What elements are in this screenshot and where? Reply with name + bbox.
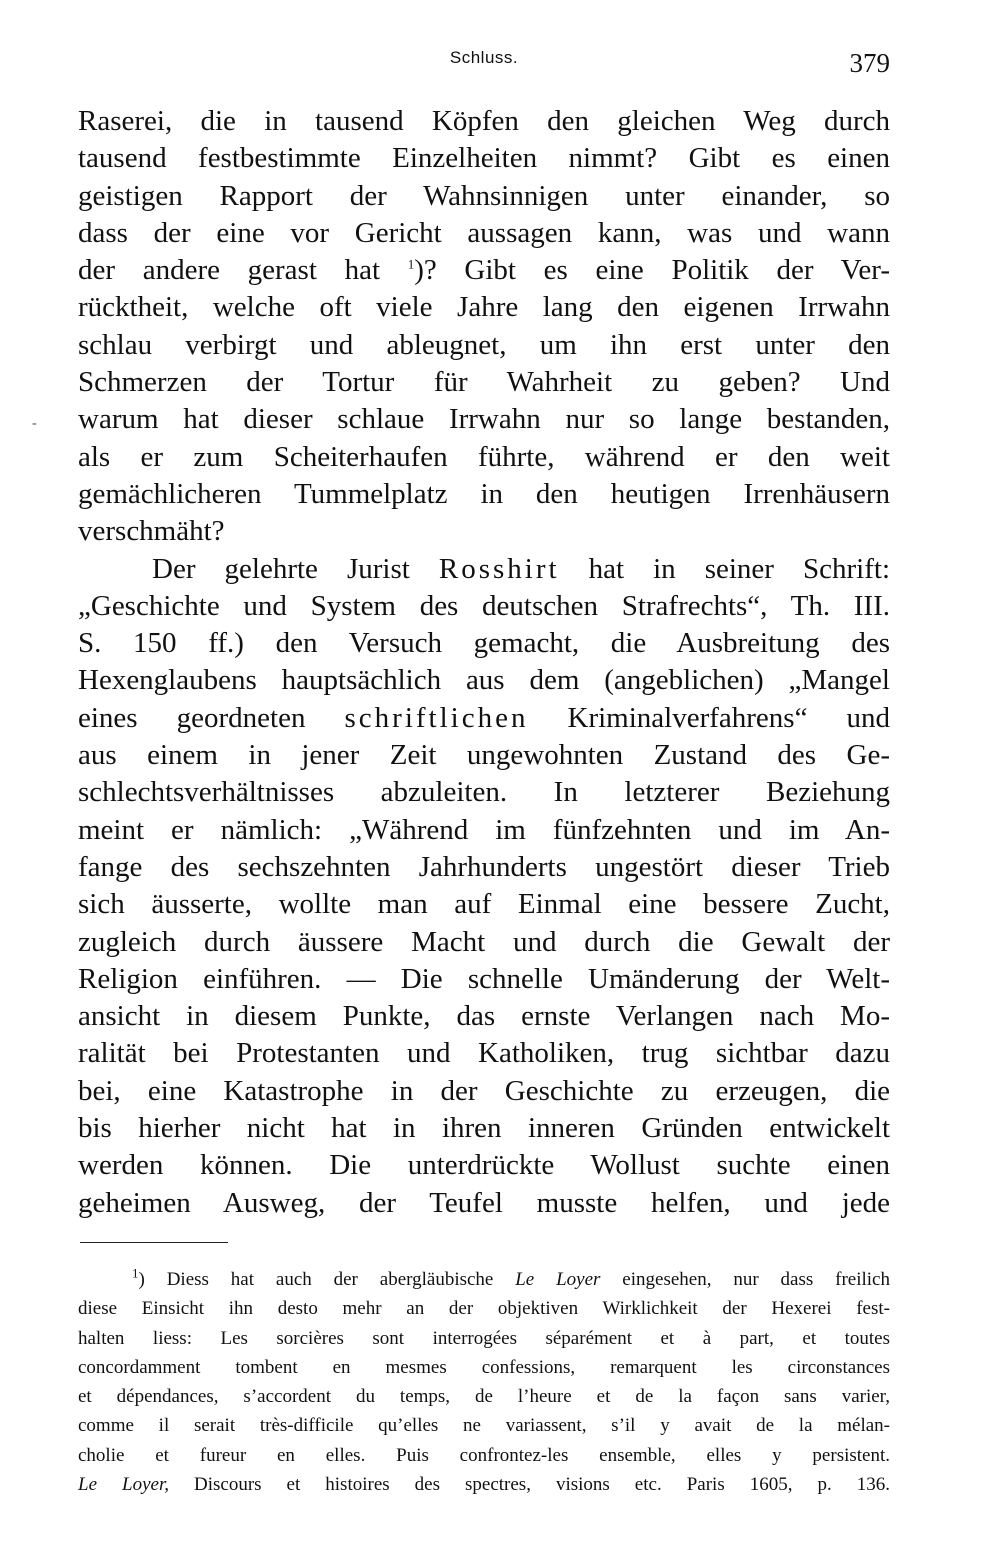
text-fragment: Der gelehrte Jurist bbox=[152, 552, 439, 585]
text-fragment: hat in seiner Schrift: bbox=[559, 552, 891, 585]
text-line: aus einem in jener Zeit ungewohnten Zustand des Ge- bbox=[78, 739, 890, 772]
margin-mark: - bbox=[32, 416, 37, 431]
text-fragment: )? Gibt es eine Politik der Ver- bbox=[414, 254, 891, 287]
text-line: als er zum Scheiterhaufen führte, während er den weit bbox=[78, 440, 890, 473]
footnote-line: comme il serait très-difficile qu’elles ne variassent, s’il y avait de la mélan- bbox=[78, 1415, 890, 1437]
text-line: „Geschichte und System des deutschen Strafrechts“, Th. III. bbox=[78, 589, 890, 622]
text-line: geistigen Rapport der Wahnsinnigen unter einander, so bbox=[78, 179, 890, 212]
text-fragment: Kriminalverfahrens“ und bbox=[528, 701, 890, 734]
text-fragment: eines geordneten bbox=[78, 701, 345, 734]
text-line: gemächlicheren Tummelplatz in den heutigen Irrenhäusern bbox=[78, 477, 890, 510]
text-line: sich äusserte, wollte man auf Einmal eine bessere Zucht, bbox=[78, 888, 890, 921]
text-line: fange des sechszehnten Jahrhunderts ungestört dieser Trieb bbox=[78, 850, 890, 883]
italic-author: Le Loyer, bbox=[78, 1474, 169, 1496]
text-line: rücktheit, welche oft viele Jahre lang den eigenen Irrwahn bbox=[78, 291, 890, 324]
text-line: schlechtsverhältnisses abzuleiten. In letzterer Beziehung bbox=[78, 776, 890, 809]
text-fragment: Discours et histoires des spectres, visions etc. Paris 1605, p. 136. bbox=[168, 1474, 890, 1496]
footnote-line: et dépendances, s’accordent du temps, de l’heure et de la façon sans varier, bbox=[78, 1386, 890, 1408]
text-line: meint er nämlich: „Während im fünfzehnten und im An- bbox=[78, 813, 890, 846]
footnote-line bbox=[78, 1470, 890, 1499]
footnote-line: diese Einsicht ihn desto mehr an der objektiven Wirklichkeit der Hexerei fest- bbox=[78, 1298, 890, 1320]
text-line: schlau verbirgt und ableugnet, um ihn erst unter den bbox=[78, 328, 890, 361]
footnote-block bbox=[78, 1265, 890, 1499]
footnote-reference: 1 bbox=[407, 256, 415, 272]
footnote-line bbox=[78, 1265, 890, 1294]
text-line bbox=[78, 551, 890, 588]
text-fragment: ) Diess hat auch der abergläubische bbox=[138, 1269, 516, 1290]
text-line: Schmerzen der Tortur für Wahrheit zu geben? Und bbox=[78, 366, 890, 399]
text-line: Religion einführen. — Die schnelle Umänderung der Welt- bbox=[78, 962, 890, 995]
main-text bbox=[78, 103, 890, 1222]
footnote-line: concordamment tombent en mesmes confessions, remarquent les circonstances bbox=[78, 1356, 890, 1378]
text-fragment: der andere gerast hat bbox=[78, 254, 381, 287]
text-line: ansicht in diesem Punkte, das ernste Verlangen nach Mo- bbox=[78, 1000, 890, 1033]
text-line: bis hierher nicht hat in ihren inneren Gründen entwickelt bbox=[78, 1112, 890, 1145]
italic-author: Le Loyer bbox=[515, 1269, 601, 1290]
page-number: 379 bbox=[849, 48, 890, 78]
text-line: Raserei, die in tausend Köpfen den gleichen Weg durch bbox=[78, 105, 890, 137]
text-line: warum hat dieser schlaue Irrwahn nur so lange bestanden, bbox=[78, 403, 890, 436]
text-line bbox=[78, 700, 890, 737]
footnote-line: halten liess: Les sorcières sont interrogées séparément et à part, et toutes bbox=[78, 1327, 890, 1349]
text-line: bei, eine Katastrophe in der Geschichte zu erzeugen, die bbox=[78, 1074, 890, 1107]
text-line: ralität bei Protestanten und Katholiken, trug sichtbar dazu bbox=[78, 1037, 890, 1070]
text-line: verschmäht? bbox=[78, 515, 225, 548]
running-title: Schluss. bbox=[449, 48, 519, 67]
text-line bbox=[78, 252, 890, 289]
text-line: zugleich durch äussere Macht und durch die Gewalt der bbox=[78, 925, 890, 958]
footnote-divider bbox=[80, 1242, 228, 1243]
footnote-marker: 1 bbox=[132, 1265, 139, 1281]
text-line: S. 150 ff.) den Versuch gemacht, die Ausbreitung des bbox=[78, 627, 890, 660]
text-fragment: eingesehen, nur dass freilich bbox=[600, 1269, 890, 1290]
running-head bbox=[78, 44, 890, 84]
text-line: geheimen Ausweg, der Teufel musste helfen, und jede bbox=[78, 1186, 890, 1219]
text-line: tausend festbestimmte Einzelheiten nimmt? Gibt es einen bbox=[78, 142, 890, 175]
spaced-name: Rosshirt bbox=[438, 552, 560, 585]
text-line: dass der eine vor Gericht aussagen kann, was und wann bbox=[78, 216, 890, 249]
text-line: Hexenglaubens hauptsächlich aus dem (angeblichen) „Mangel bbox=[78, 664, 890, 697]
spaced-word: schriftlichen bbox=[344, 701, 529, 734]
text-line: werden können. Die unterdrückte Wollust suchte einen bbox=[78, 1149, 890, 1182]
footnote-line: cholie et fureur en elles. Puis confrontez-les ensemble, elles y persistent. bbox=[78, 1444, 890, 1466]
